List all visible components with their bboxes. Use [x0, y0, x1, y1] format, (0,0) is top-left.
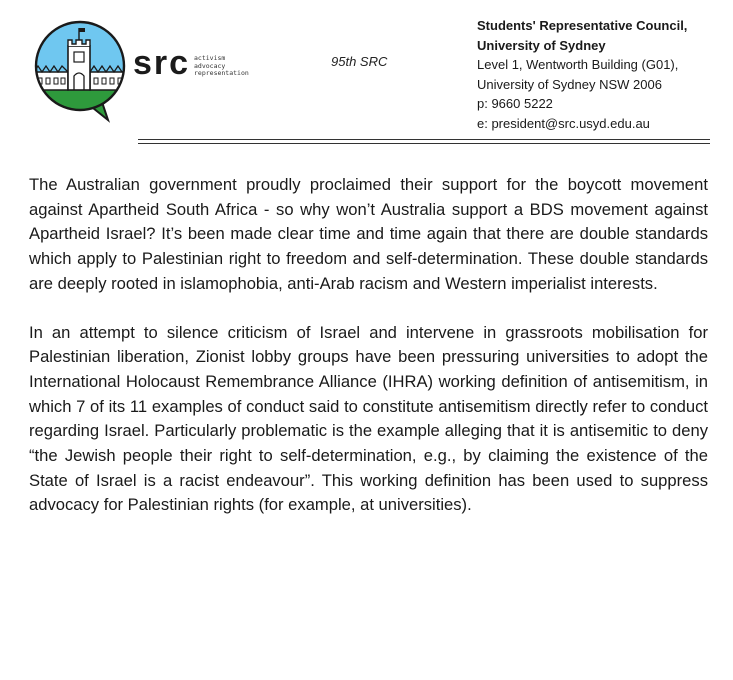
body-paragraph: The Australian government proudly proclaimed their support for the boycott movement against Apartheid South Africa - so why won’t Australia support a BDS movement against Apartheid Israel? It’s been made clear time and time again that there are double standards which apply to Palestinian right to freedom and self-determination. These double standards are deeply rooted in islamophobia, anti-Arab racism and Western imperialist interests. [29, 175, 708, 293]
org-name-line1: Students' Representative Council, [477, 18, 688, 33]
body-paragraph: In an attempt to silence criticism of Israel and intervene in grassroots mobilisation for Palestinian liberation, Zionist lobby groups have been pressuring universities to adopt the International Holocaust Remembrance Alliance (IHRA) working definition of antisemitism, in which 7 of its 11 examples of conduct said to constitute antisemitism directly refer to conduct regarding Israel. Particularly problematic is the example alleging that it is antisemitic to deny “the Jewish people their right to self-determination, e.g., by claiming the existence of the State of Israel is a racist endeavour”. This working definition has been used to suppress advocacy for Palestinian rights (for example, at universities). [29, 322, 708, 515]
phone-number: p: 9660 5222 [477, 96, 553, 111]
tagline-line: activism [194, 54, 226, 62]
src-edition: 95th SRC [331, 54, 388, 69]
src-tagline [194, 55, 249, 78]
org-name-line2: University of Sydney [477, 37, 606, 53]
address-line1: Level 1, Wentworth Building (G01), [477, 57, 679, 72]
address-line2: University of Sydney NSW 2006 [477, 76, 662, 92]
tagline-line: representation [194, 69, 249, 77]
letter-body [29, 173, 708, 542]
header-divider [138, 139, 710, 140]
email-address: e: president@src.usyd.edu.au [477, 115, 650, 131]
letterhead [0, 0, 733, 140]
src-wordmark: src [133, 44, 191, 82]
tagline-line: advocacy [194, 61, 226, 70]
header-divider [138, 143, 710, 144]
contact-block [477, 16, 727, 133]
src-logo-icon [28, 16, 136, 124]
